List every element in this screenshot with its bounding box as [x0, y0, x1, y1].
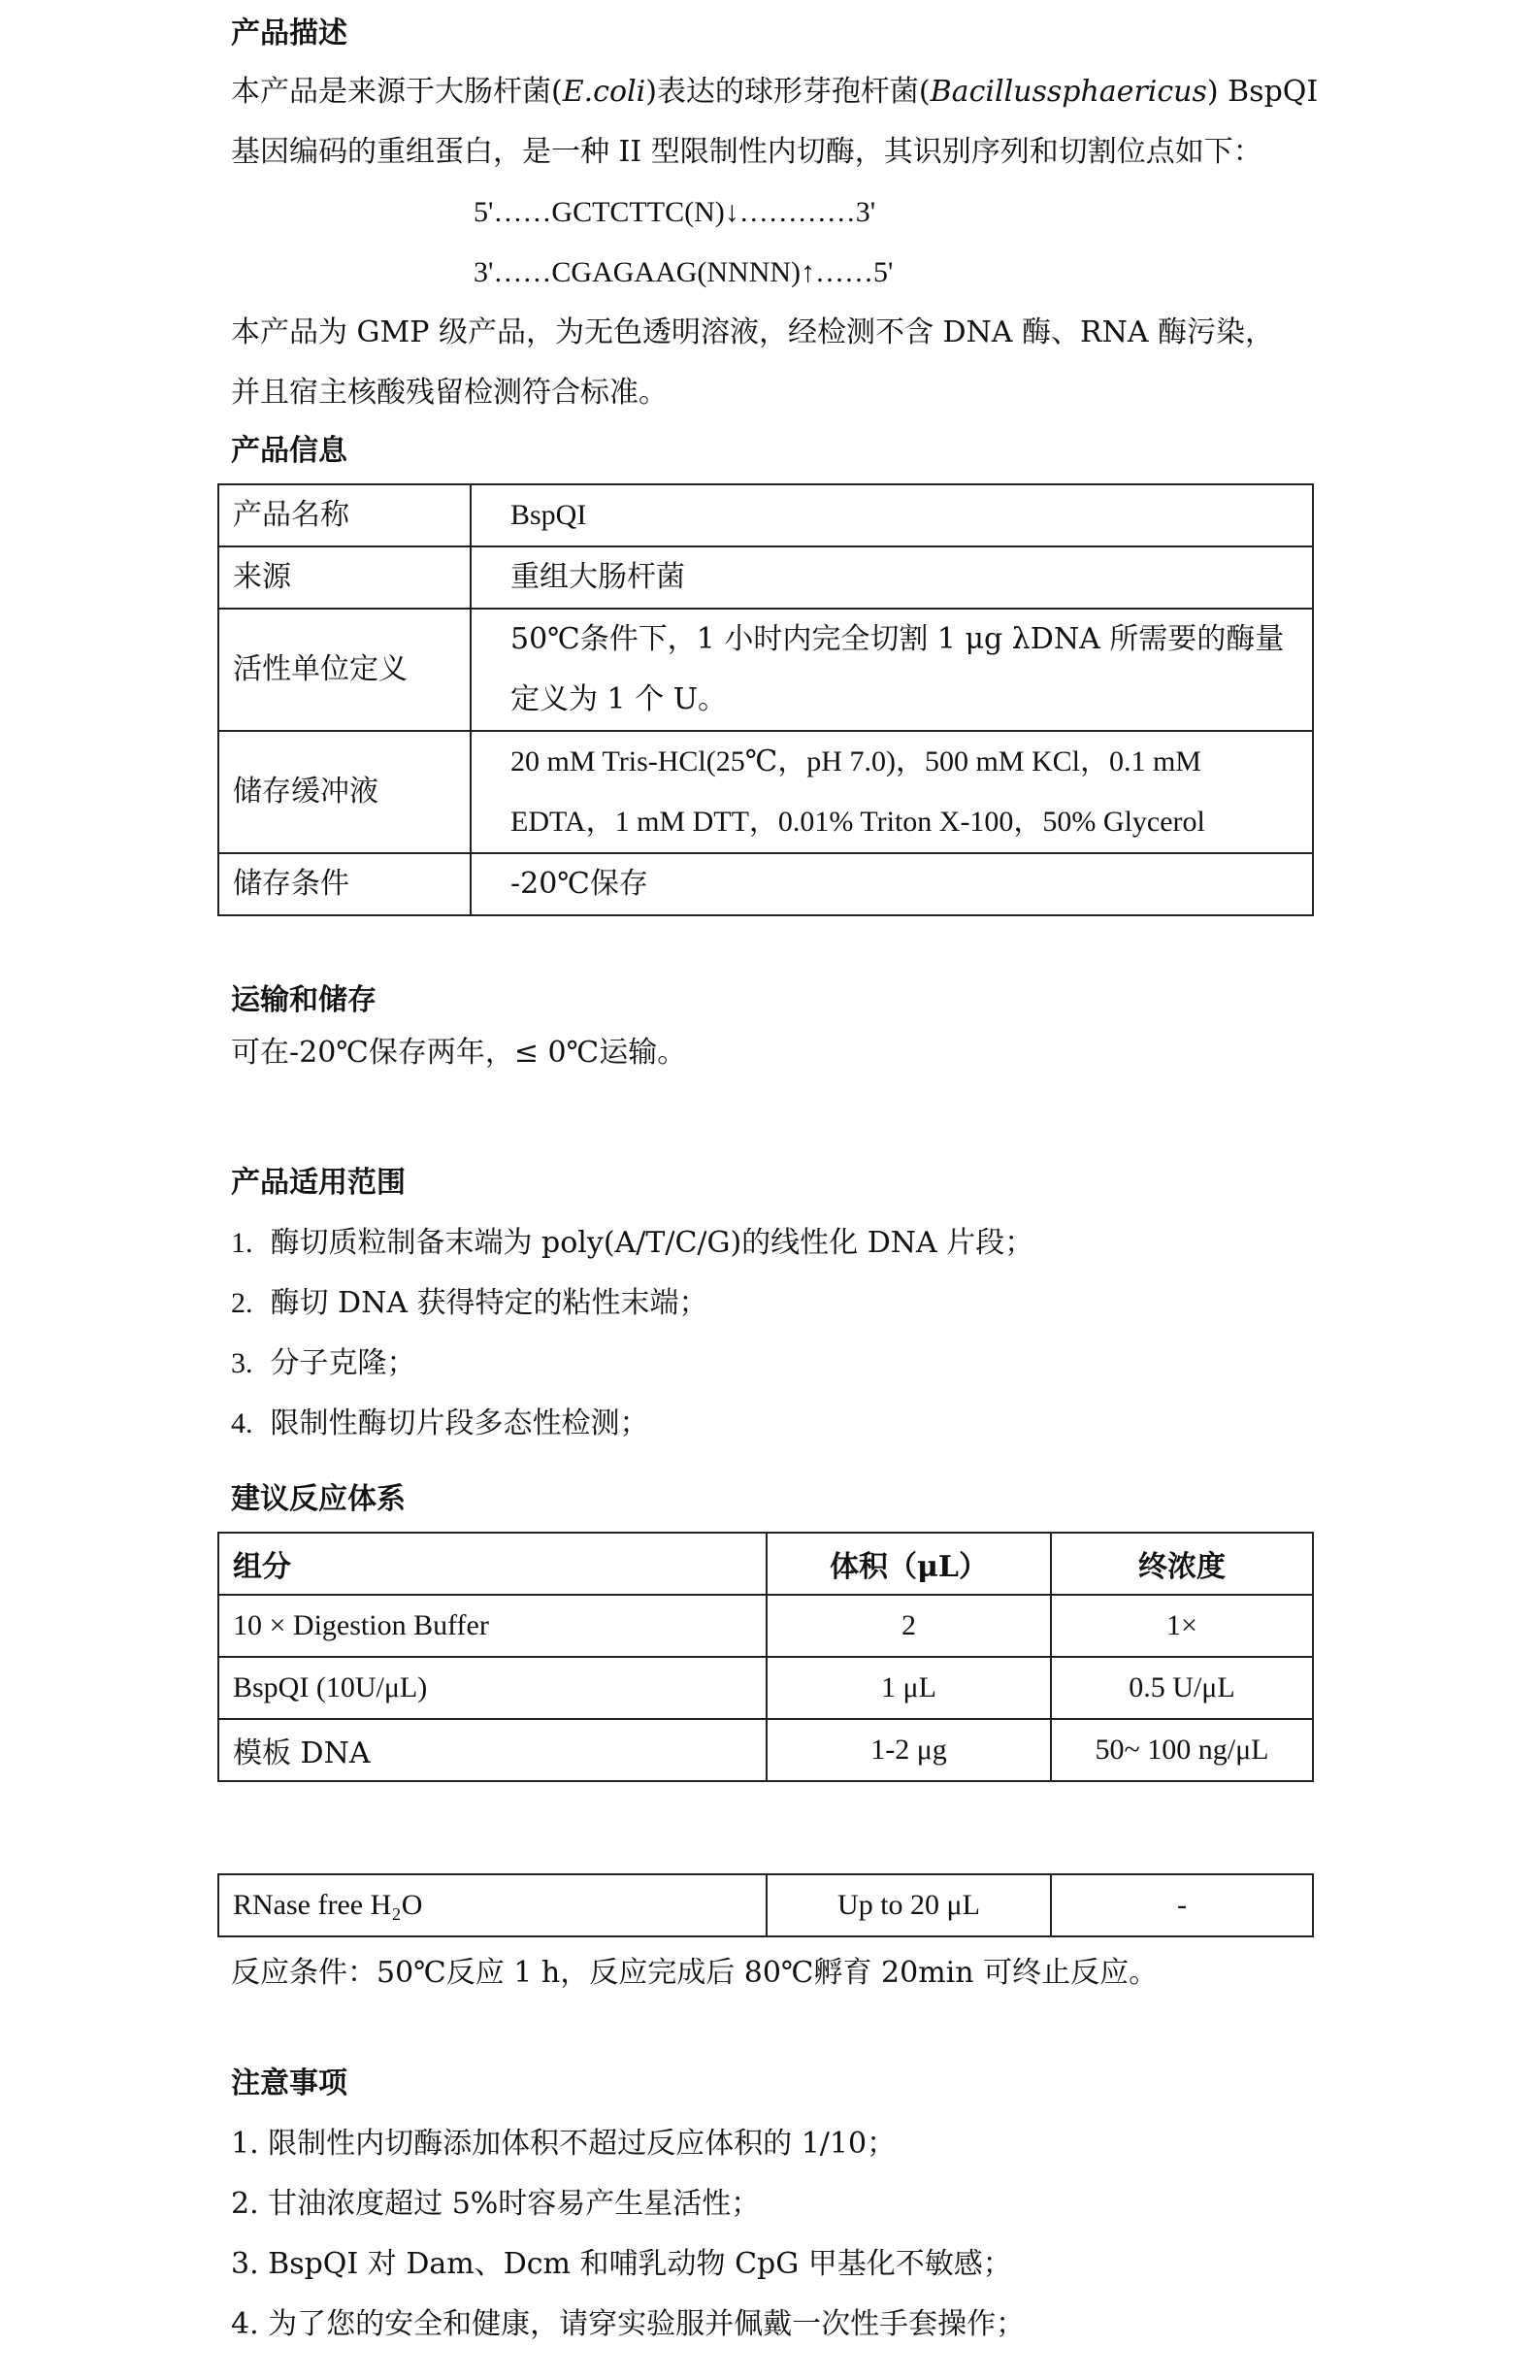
info-row — [218, 853, 1313, 915]
info-value: -20℃保存 — [471, 853, 1313, 915]
recognition-sequence-bottom: 3'……CGAGAAG(NNNN)↑……5' — [474, 256, 894, 288]
list-number: 1. — [231, 1227, 253, 1259]
table-cell: 模板 DNA — [218, 1719, 767, 1781]
table-header-cell: 组分 — [218, 1533, 767, 1595]
table-cell: 1 μL — [767, 1657, 1051, 1719]
list-text: 酶切 DNA 获得特定的粘性末端； — [270, 1286, 708, 1320]
note-item: 2. 甘油浓度超过 5%时容易产生星活性； — [231, 2187, 761, 2221]
reaction-table-continued — [217, 1873, 1314, 1937]
info-value: BspQI — [471, 484, 1313, 546]
list-item — [231, 1225, 1033, 1262]
table-row — [218, 1595, 1313, 1657]
description-line-3: 本产品为 GMP 级产品，为无色透明溶液，经检测不含 DNA 酶、RNA 酶污染， — [231, 315, 1275, 349]
list-number: 4. — [231, 1407, 253, 1439]
info-row — [218, 546, 1313, 609]
list-item — [231, 1285, 708, 1322]
table-cell: 10 × Digestion Buffer — [218, 1595, 767, 1657]
table-cell: Up to 20 μL — [767, 1874, 1051, 1936]
info-row — [218, 731, 1313, 853]
info-label: 储存缓冲液 — [218, 731, 471, 853]
info-label: 储存条件 — [218, 853, 471, 915]
table-row — [218, 1874, 1313, 1936]
section-title-notes: 注意事项 — [231, 2066, 347, 2100]
note-item: 3. BspQI 对 Dam、Dcm 和哺乳动物 CpG 甲基化不敏感； — [231, 2247, 1012, 2281]
description-line-4: 并且宿主核酸残留检测符合标准。 — [231, 376, 668, 410]
list-text: 分子克隆； — [270, 1346, 416, 1380]
list-number: 2. — [231, 1287, 253, 1319]
table-cell: BspQI (10U/μL) — [218, 1657, 767, 1719]
list-number: 3. — [231, 1347, 253, 1379]
reaction-condition: 反应条件：50℃反应 1 h，反应完成后 80℃孵育 20min 可终止反应。 — [231, 1956, 1159, 1990]
recognition-sequence-top: 5'……GCTCTTC(N)↓…………3' — [474, 196, 876, 228]
table-cell: 1× — [1051, 1595, 1313, 1657]
table-cell: 0.5 U/μL — [1051, 1657, 1313, 1719]
info-row — [218, 484, 1313, 546]
table-header-cell: 终浓度 — [1051, 1533, 1313, 1595]
section-title-reaction: 建议反应体系 — [231, 1482, 406, 1516]
description-line-2: 基因编码的重组蛋白，是一种 II 型限制性内切酶，其识别序列和切割位点如下： — [231, 135, 1262, 169]
table-cell: RNase free H₂O — [218, 1874, 767, 1936]
info-label: 产品名称 — [218, 484, 471, 546]
table-cell: 2 — [767, 1595, 1051, 1657]
list-text: 限制性酶切片段多态性检测； — [270, 1406, 649, 1440]
table-cell: 1-2 μg — [767, 1719, 1051, 1781]
table-row — [218, 1719, 1313, 1781]
section-title-scope: 产品适用范围 — [231, 1166, 406, 1200]
list-item — [231, 1405, 649, 1442]
section-title-description: 产品描述 — [231, 17, 347, 50]
list-text: 酶切质粒制备末端为 poly(A/T/C/G)的线性化 DNA 片段； — [270, 1226, 1034, 1260]
reaction-table — [217, 1532, 1314, 1782]
table-row — [218, 1657, 1313, 1719]
transport-text: 可在-20℃保存两年，≤ 0℃运输。 — [231, 1036, 687, 1070]
info-value: 重组大肠杆菌 — [471, 546, 1313, 609]
product-info-table — [217, 483, 1314, 916]
info-label: 活性单位定义 — [218, 609, 471, 731]
info-label: 来源 — [218, 546, 471, 609]
list-item — [231, 1345, 416, 1382]
description-line-1: 本产品是来源于大肠杆菌(E.coli)表达的球形芽孢杆菌(Bacillussphaericus) BspQI — [231, 75, 1319, 109]
table-header-row — [218, 1533, 1313, 1595]
note-item: 4. 为了您的安全和健康，请穿实验服并佩戴一次性手套操作； — [231, 2307, 1026, 2341]
section-title-info: 产品信息 — [231, 434, 347, 468]
table-cell: 50~ 100 ng/μL — [1051, 1719, 1313, 1781]
table-header-cell: 体积（μL） — [767, 1533, 1051, 1595]
info-value: 20 mM Tris-HCl(25℃，pH 7.0)，500 mM KCl，0.1 mM EDTA，1 mM DTT，0.01% Triton X-100，50% Glycerol — [471, 731, 1313, 853]
info-row — [218, 609, 1313, 731]
section-title-transport: 运输和储存 — [231, 983, 377, 1017]
info-value: 50℃条件下，1 小时内完全切割 1 μg λDNA 所需要的酶量定义为 1 个 U。 — [471, 609, 1313, 731]
note-item: 1. 限制性内切酶添加体积不超过反应体积的 1/10； — [231, 2127, 897, 2161]
table-cell: - — [1051, 1874, 1313, 1936]
